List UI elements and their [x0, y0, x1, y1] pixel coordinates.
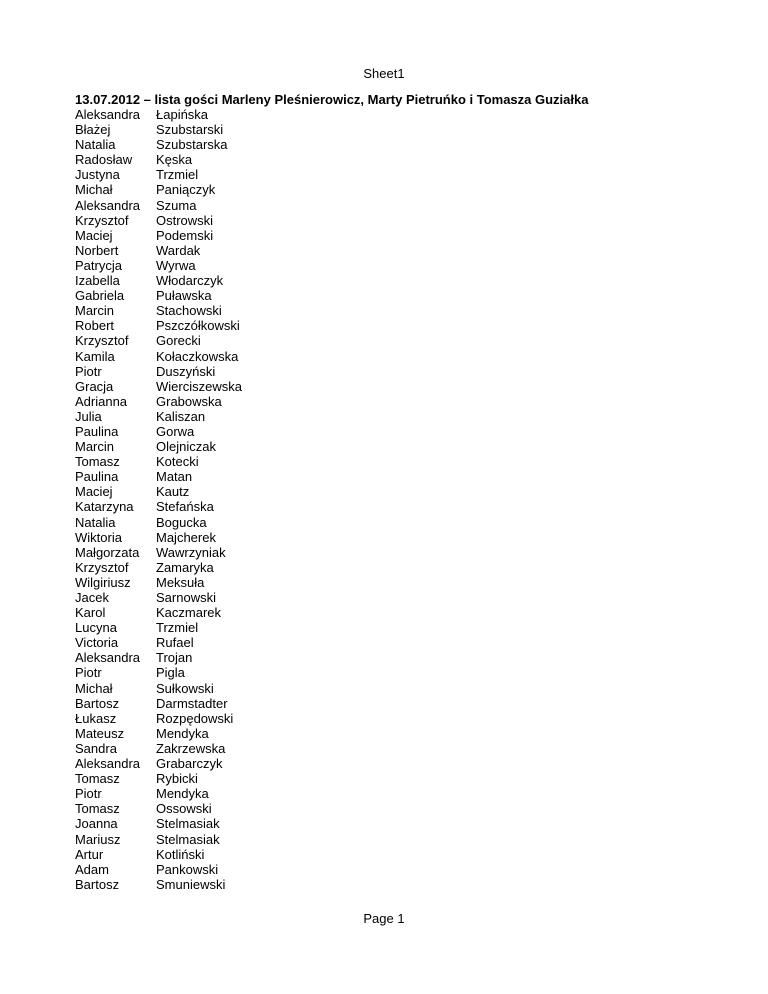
guest-row: [75, 771, 242, 786]
guest-row: [75, 349, 242, 364]
guest-last-name: Pigla: [156, 665, 185, 681]
guest-row: [75, 575, 242, 590]
guest-first-name: Lucyna: [75, 620, 117, 636]
guest-first-name: Błażej: [75, 122, 111, 138]
guest-row: [75, 137, 242, 152]
guest-row: [75, 258, 242, 273]
guest-last-name: Grabarczyk: [156, 756, 223, 772]
guest-last-name: Bogucka: [156, 514, 207, 530]
guest-row: [75, 167, 242, 182]
guest-last-name: Sułkowski: [156, 680, 214, 696]
guest-first-name: Bartosz: [75, 876, 120, 892]
guest-last-name: Matan: [156, 469, 193, 485]
guest-last-name: Pszczółkowski: [156, 318, 240, 334]
guest-row: [75, 379, 242, 394]
guest-row: [75, 620, 242, 635]
guest-first-name: Katarzyna: [75, 499, 134, 515]
guest-last-name: Meksuła: [156, 574, 205, 590]
guest-last-name: Pankowski: [156, 861, 219, 877]
guest-row: [75, 847, 242, 862]
guest-first-name: Tomasz: [75, 771, 120, 787]
guest-last-name: Wawrzyniak: [156, 544, 226, 560]
guest-row: [75, 515, 242, 530]
guest-last-name: Duszyński: [156, 363, 216, 379]
guest-row: [75, 877, 242, 892]
guest-row: [75, 756, 242, 771]
guest-last-name: Zamaryka: [156, 559, 214, 575]
guest-last-name: Rozpędowski: [156, 710, 234, 726]
guest-first-name: Gracja: [75, 378, 114, 394]
guest-last-name: Paniączyk: [156, 182, 216, 198]
guest-last-name: Trzmiel: [156, 620, 199, 636]
guest-first-name: Joanna: [75, 816, 118, 832]
guest-first-name: Radosław: [75, 152, 133, 168]
guest-first-name: Krzysztof: [75, 333, 129, 349]
guest-last-name: Szubstarski: [156, 122, 224, 138]
guest-first-name: Michał: [75, 680, 113, 696]
guest-row: [75, 318, 242, 333]
guest-row: [75, 741, 242, 756]
guest-first-name: Paulina: [75, 423, 119, 439]
guest-first-name: Karol: [75, 605, 106, 621]
guest-first-name: Jacek: [75, 590, 109, 605]
guest-row: [75, 650, 242, 665]
guest-last-name: Majcherek: [156, 529, 216, 545]
guest-last-name: Smuniewski: [156, 876, 226, 892]
guest-row: [75, 228, 242, 243]
guest-first-name: Wilgiriusz: [75, 574, 131, 590]
guest-last-name: Zakrzewska: [156, 740, 226, 756]
guest-row: [75, 364, 242, 379]
guest-first-name: Maciej: [75, 484, 113, 500]
guest-last-name: Mendyka: [156, 786, 209, 802]
guest-first-name: Sandra: [75, 740, 117, 756]
guest-first-name: Adrianna: [75, 393, 128, 409]
guest-first-name: Tomasz: [75, 454, 120, 470]
guest-row: [75, 152, 242, 167]
guest-first-name: Michał: [75, 182, 113, 198]
guest-first-name: Aleksandra: [75, 650, 141, 666]
guest-first-name: Wiktoria: [75, 529, 122, 545]
guest-first-name: Piotr: [75, 363, 102, 379]
guest-first-name: Aleksandra: [75, 197, 141, 213]
guest-last-name: Stefańska: [156, 499, 214, 515]
guest-first-name: Izabella: [75, 273, 120, 289]
guest-first-name: Aleksandra: [75, 756, 141, 772]
page-number-footer: Page 1: [363, 911, 405, 926]
guest-last-name: Kaliszan: [156, 408, 206, 424]
guest-row: [75, 107, 242, 122]
guest-first-name: Victoria: [75, 635, 119, 651]
guest-last-name: Włodarczyk: [156, 273, 224, 289]
guest-last-name: Puławska: [156, 288, 212, 304]
guest-first-name: Krzysztof: [75, 559, 129, 575]
guest-first-name: Gabriela: [75, 288, 125, 304]
guest-row: [75, 182, 242, 197]
sheet-name-header: Sheet1: [363, 66, 405, 81]
guest-row: [75, 243, 242, 258]
guest-row: [75, 499, 242, 514]
guest-row: [75, 560, 242, 575]
guest-first-name: Aleksandra: [75, 107, 141, 122]
guest-last-name: Trzmiel: [156, 167, 199, 183]
guest-row: [75, 696, 242, 711]
guest-row: [75, 273, 242, 288]
guest-first-name: Paulina: [75, 469, 119, 485]
guest-list-title: 13.07.2012 – lista gości Marleny Pleśnierowicz, Marty Pietruńko i Tomasza Guziałka: [75, 92, 589, 107]
guest-first-name: Mateusz: [75, 725, 125, 741]
guest-last-name: Gorwa: [156, 423, 195, 439]
guest-row: [75, 605, 242, 620]
guest-first-name: Maciej: [75, 227, 113, 243]
guest-row: [75, 122, 242, 137]
guest-last-name: Kołaczkowska: [156, 348, 239, 364]
guest-row: [75, 832, 242, 847]
guest-row: [75, 198, 242, 213]
guest-last-name: Rybicki: [156, 771, 198, 787]
guest-row: [75, 409, 242, 424]
guest-row: [75, 454, 242, 469]
guest-last-name: Mendyka: [156, 725, 209, 741]
guest-first-name: Piotr: [75, 665, 102, 681]
guest-row: [75, 394, 242, 409]
guest-last-name: Sarnowski: [156, 590, 216, 605]
guest-first-name: Justyna: [75, 167, 120, 183]
guest-last-name: Szuma: [156, 197, 197, 213]
guest-row: [75, 333, 242, 348]
guest-row: [75, 303, 242, 318]
guest-first-name: Bartosz: [75, 695, 120, 711]
guest-last-name: Szubstarska: [156, 137, 228, 153]
guest-first-name: Piotr: [75, 786, 102, 802]
guest-last-name: Ossowski: [156, 801, 212, 817]
guest-row: [75, 545, 242, 560]
guest-row: [75, 424, 242, 439]
guest-last-name: Ostrowski: [156, 212, 214, 228]
guest-row: [75, 665, 242, 680]
guest-last-name: Łapińska: [156, 107, 209, 122]
guest-row: [75, 862, 242, 877]
guest-last-name: Stelmasiak: [156, 831, 220, 847]
guest-first-name: Natalia: [75, 514, 116, 530]
guest-last-name: Kautz: [156, 484, 190, 500]
guest-last-name: Olejniczak: [156, 439, 216, 455]
guest-last-name: Grabowska: [156, 393, 222, 409]
guest-last-name: Darmstadter: [156, 695, 228, 711]
guest-row: [75, 726, 242, 741]
guest-first-name: Norbert: [75, 242, 119, 258]
guest-first-name: Mariusz: [75, 831, 121, 847]
guest-row: [75, 469, 242, 484]
guest-row: [75, 635, 242, 650]
guest-last-name: Wardak: [156, 242, 201, 258]
guest-row: [75, 288, 242, 303]
guest-first-name: Julia: [75, 408, 102, 424]
guest-row: [75, 681, 242, 696]
guest-row: [75, 590, 242, 605]
guest-last-name: Kotecki: [156, 454, 199, 470]
guest-last-name: Rufael: [156, 635, 194, 651]
guest-list: [75, 107, 242, 892]
guest-row: [75, 213, 242, 228]
guest-row: [75, 711, 242, 726]
guest-first-name: Artur: [75, 846, 104, 862]
guest-first-name: Kamila: [75, 348, 115, 364]
guest-first-name: Marcin: [75, 303, 115, 319]
guest-first-name: Łukasz: [75, 710, 117, 726]
guest-last-name: Trojan: [156, 650, 193, 666]
guest-last-name: Wierciszewska: [156, 378, 242, 394]
guest-last-name: Gorecki: [156, 333, 201, 349]
guest-first-name: Tomasz: [75, 801, 120, 817]
guest-first-name: Natalia: [75, 137, 116, 153]
guest-first-name: Robert: [75, 318, 115, 334]
guest-row: [75, 530, 242, 545]
guest-first-name: Adam: [75, 861, 109, 877]
guest-last-name: Kaczmarek: [156, 605, 222, 621]
guest-row: [75, 439, 242, 454]
guest-first-name: Marcin: [75, 439, 115, 455]
guest-row: [75, 816, 242, 831]
guest-last-name: Kotliński: [156, 846, 205, 862]
guest-last-name: Wyrwa: [156, 257, 196, 273]
guest-first-name: Małgorzata: [75, 544, 140, 560]
guest-last-name: Stachowski: [156, 303, 222, 319]
guest-row: [75, 801, 242, 816]
guest-last-name: Stelmasiak: [156, 816, 220, 832]
guest-row: [75, 786, 242, 801]
guest-first-name: Patrycja: [75, 257, 122, 273]
guest-last-name: Podemski: [156, 227, 214, 243]
guest-row: [75, 484, 242, 499]
guest-first-name: Krzysztof: [75, 212, 129, 228]
guest-last-name: Kęska: [156, 152, 193, 168]
